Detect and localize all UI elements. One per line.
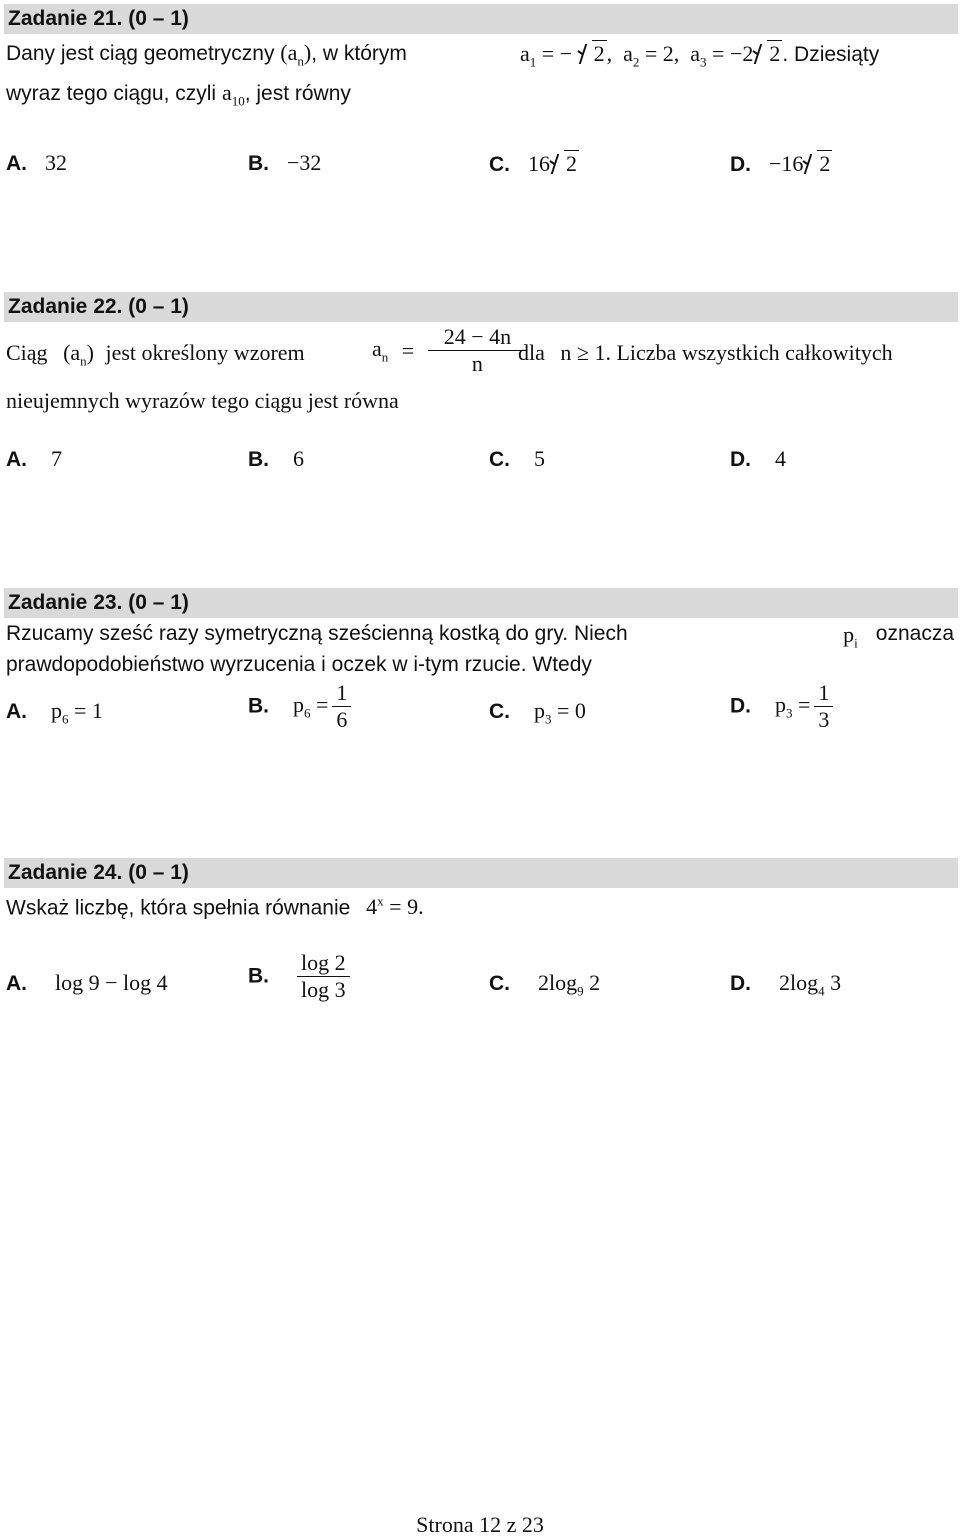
option-rhs: = <box>316 691 329 717</box>
option-label: D. <box>730 448 751 471</box>
task-24-title: Zadanie 24. (0 – 1) <box>8 861 189 884</box>
task-21-header <box>4 4 958 34</box>
option-value: −32 <box>287 150 322 175</box>
equation-exponent: x <box>377 894 384 909</box>
log-argument: 2 <box>589 970 601 995</box>
answer-option-d[interactable] <box>730 970 841 999</box>
answer-option-c[interactable] <box>489 446 545 472</box>
fraction-denominator: n <box>428 350 527 377</box>
log-prefix: 2log <box>779 970 819 995</box>
log-base: 4 <box>818 983 825 999</box>
task-23-text-2: oznacza <box>875 622 954 645</box>
option-expr <box>538 970 601 999</box>
answer-option-c[interactable] <box>489 698 586 727</box>
task-23-text: Rzucamy sześć razy symetryczną sześcienną kostką do gry. Niech <box>6 622 628 645</box>
log-base: 9 <box>577 983 584 999</box>
p-letter: p <box>843 622 855 647</box>
answer-option-a[interactable] <box>6 446 62 472</box>
task-23-tail <box>843 622 954 651</box>
page-number: Strona 12 z 23 <box>416 1512 544 1537</box>
option-value: 5 <box>534 446 545 471</box>
formula <box>372 324 527 377</box>
task-23-header <box>4 588 958 618</box>
option-label: C. <box>489 448 510 471</box>
task-22-header <box>4 292 958 322</box>
answer-option-a[interactable] <box>6 150 67 176</box>
option-rhs: = <box>798 691 811 717</box>
answer-option-d[interactable] <box>730 150 832 177</box>
equation-rhs: = 9. <box>389 894 424 920</box>
task-22-line-2: nieujemnych wyrazów tego ciągu jest równa <box>6 388 399 413</box>
option-label: A. <box>6 448 27 471</box>
fraction-numerator: 24 − 4n <box>443 324 512 349</box>
task-21-text-5: , jest równy <box>244 82 351 105</box>
task-22-text-4: . Liczba wszystkich całkowitych <box>605 340 893 365</box>
a2-letter: a <box>623 41 633 66</box>
sequence-symbol: $(a_n)$ <box>63 340 94 369</box>
answer-option-d[interactable] <box>730 446 786 472</box>
option-fraction <box>297 950 350 1003</box>
task-24-header <box>4 858 958 888</box>
sqrt-icon <box>753 40 782 67</box>
p-sub: 6 <box>304 705 311 721</box>
task-22-text-3: dla <box>518 340 545 365</box>
p-letter: p <box>534 698 545 723</box>
a2-sub: 2 <box>632 54 640 70</box>
task-24-text: Wskaż liczbę, która spełnia równanie <box>6 896 351 920</box>
option-label: C. <box>489 700 510 723</box>
answer-option-a[interactable] <box>6 698 103 727</box>
an-letter: a <box>372 335 382 361</box>
p-sub: i <box>854 635 858 651</box>
task-21-line-1 <box>6 40 407 69</box>
seq-letter: a <box>70 340 81 365</box>
seq-sub: n <box>80 353 87 369</box>
p-letter: p <box>51 698 62 723</box>
p-sub: 3 <box>545 711 552 727</box>
a1-radicand: 2 <box>593 41 605 66</box>
a10-symbol <box>221 80 245 109</box>
sequence-symbol: $(a_n)$ <box>280 40 312 69</box>
a1-sub: 1 <box>529 54 537 70</box>
a3-letter: a <box>690 41 701 66</box>
fraction-numerator: 1 <box>336 680 348 705</box>
formula-fraction <box>428 324 527 377</box>
task-24-line-1 <box>6 894 424 920</box>
option-fraction <box>332 680 351 733</box>
option-expr <box>51 698 103 727</box>
option-value: 32 <box>45 150 67 175</box>
answer-option-b[interactable] <box>248 950 350 1003</box>
option-label: C. <box>489 153 510 176</box>
given-terms: $a_1$ = − 2, $a_2 = 2$, $a_3 = -2$ 2. Dziesiąty <box>520 41 880 70</box>
option-value: 16 <box>528 151 550 176</box>
answer-option-b[interactable] <box>248 680 351 733</box>
fraction-denominator: 6 <box>332 706 351 733</box>
fraction-numerator: log 2 <box>301 950 346 975</box>
answer-option-d[interactable] <box>730 680 833 733</box>
task-23-title: Zadanie 23. (0 – 1) <box>8 591 189 614</box>
option-label: B. <box>248 448 269 471</box>
option-value: −16 <box>769 151 804 176</box>
option-label: B. <box>248 152 269 175</box>
option-radicand: 2 <box>566 151 577 176</box>
task-22-line-1 <box>6 340 305 369</box>
task-22-condition <box>518 340 893 366</box>
task-23-line-2: prawdopodobieństwo wyrzucenia i oczek w i-tym rzucie. Wtedy <box>6 653 592 676</box>
option-expr <box>293 691 329 721</box>
an-symbol <box>372 335 389 365</box>
a1-letter: a <box>520 41 530 66</box>
log-prefix: 2log <box>538 970 578 995</box>
option-rhs: = 1 <box>74 698 103 723</box>
task-21-text-4: wyraz tego ciągu, czyli <box>6 82 217 105</box>
option-value: 4 <box>775 446 786 471</box>
option-label: A. <box>6 972 27 995</box>
task-21-title: Zadanie 21. (0 – 1) <box>8 7 189 30</box>
task-22-title: Zadanie 22. (0 – 1) <box>8 295 189 318</box>
answer-option-c[interactable] <box>489 150 579 177</box>
task-21-text-2: , w którym <box>311 42 407 65</box>
sqrt-icon <box>550 150 579 177</box>
a3-eq: = −2 <box>712 41 754 66</box>
p-letter: p <box>775 691 786 717</box>
sqrt-icon <box>578 40 607 67</box>
seq-letter: a <box>287 40 298 65</box>
p-sub: 6 <box>62 711 69 727</box>
task-22-text: Ciąg <box>6 340 48 365</box>
equation-base: 4 <box>366 894 378 920</box>
a10-sub: 10 <box>231 93 245 109</box>
option-fraction <box>814 680 833 733</box>
fraction-denominator: log 3 <box>297 976 350 1003</box>
answer-option-c[interactable] <box>489 970 600 999</box>
p-sub: 3 <box>786 705 793 721</box>
option-value: log 9 − log 4 <box>55 970 168 995</box>
equals-sign: = <box>401 337 415 363</box>
option-radicand: 2 <box>819 151 831 176</box>
option-expr <box>775 691 811 721</box>
a2-eq: = 2 <box>644 41 674 66</box>
task-21-text-3: . Dziesiąty <box>782 43 880 66</box>
log-argument: 3 <box>830 970 842 995</box>
fraction-numerator: 1 <box>818 680 830 705</box>
option-expr <box>779 970 842 999</box>
option-label: A. <box>6 152 27 175</box>
option-label: B. <box>248 964 269 988</box>
equation <box>366 894 423 919</box>
task-23-line-1 <box>6 622 954 651</box>
sqrt-icon <box>803 150 832 177</box>
a3-sub: 3 <box>700 54 707 70</box>
a10-letter: a <box>221 80 232 105</box>
option-label: C. <box>489 972 510 995</box>
fraction-denominator: 3 <box>814 706 833 733</box>
option-label: D. <box>730 972 751 995</box>
an-sub: n <box>381 349 389 365</box>
option-value: 7 <box>51 446 62 471</box>
a1-eq: = − <box>541 41 573 66</box>
answer-option-b[interactable] <box>248 446 304 472</box>
task-22-text-2: jest określony wzorem <box>105 340 305 365</box>
option-label: D. <box>730 153 751 176</box>
condition: n ≥ 1 <box>560 340 606 365</box>
p-symbol <box>843 622 858 651</box>
option-label: B. <box>248 694 269 718</box>
option-label: D. <box>730 694 751 718</box>
option-rhs: = 0 <box>557 698 586 723</box>
seq-sub: n <box>297 53 304 69</box>
task-21-text: Dany jest ciąg geometryczny <box>6 42 275 65</box>
answer-option-b[interactable] <box>248 150 321 176</box>
option-value: 6 <box>293 446 304 471</box>
answer-option-a[interactable] <box>6 970 168 996</box>
task-21-line-2 <box>6 80 351 109</box>
p-letter: p <box>293 691 304 717</box>
option-expr <box>534 698 586 727</box>
a3-radicand: 2 <box>769 41 781 66</box>
option-label: A. <box>6 700 27 723</box>
